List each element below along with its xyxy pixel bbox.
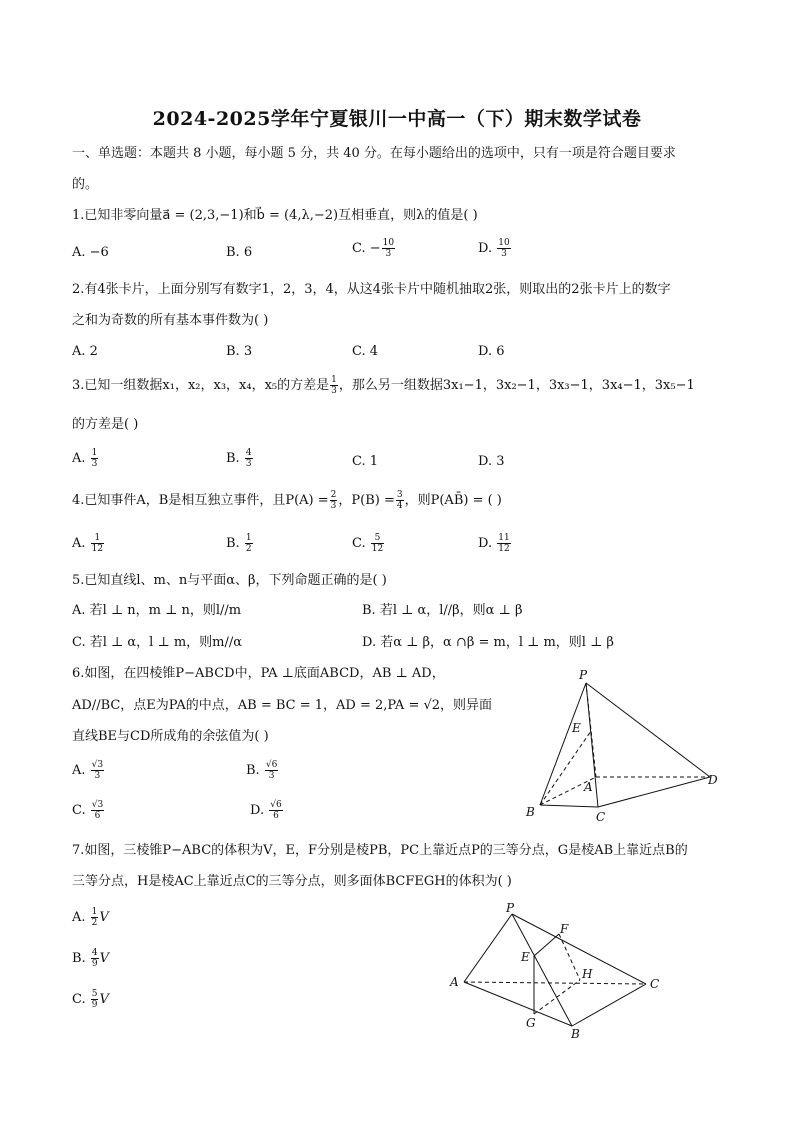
numerator: 1 [331,375,337,385]
denominator: 3 [331,386,337,396]
q4-option-a[interactable] [72,533,105,554]
q6-option-d-fraction [269,800,282,821]
q6-pyramid-figure [520,665,730,825]
q6-option-b-fraction [265,760,278,781]
label-a: A [450,975,459,989]
q3-option-b-fraction [245,448,253,469]
q7-option-b-fraction [91,948,99,969]
q6-option-a-fraction [91,760,104,781]
label-d: D [708,773,718,787]
denominator: 12 [371,544,384,554]
q3-option-d[interactable]: D. 3 [478,454,505,469]
numerator: 1 [91,448,98,458]
segment-ef [534,934,559,956]
q7-option-c-suffix: V [99,992,109,1007]
edge-bc [540,805,598,807]
q1-option-a[interactable]: A. −6 [72,245,109,260]
numerator: 1 [91,907,98,917]
q6-option-a[interactable] [72,760,105,781]
numerator: 1 [91,533,104,544]
q6-option-b[interactable] [246,760,279,781]
q4-option-a-prefix: A. [72,536,90,551]
q4-option-d[interactable] [478,533,512,554]
denominator: 3 [268,771,275,781]
numerator: 1 [245,533,252,543]
q6-option-d-prefix: D. [250,803,269,818]
q4-pa-fraction [330,490,338,511]
segment-fh [559,934,580,980]
q3-option-b-prefix: B. [226,451,244,466]
label-b: B [526,805,535,819]
q1-option-d-prefix: D. [478,241,497,256]
numerator: 2 [330,490,337,500]
q3-option-b[interactable] [226,448,254,469]
q6-option-b-prefix: B. [246,763,264,778]
q1-option-d[interactable] [478,238,512,259]
q2-option-b[interactable]: B. 3 [226,344,253,359]
denominator: 9 [91,959,98,969]
q3-option-c[interactable]: C. 1 [352,454,379,469]
denominator: 4 [396,501,403,511]
numerator: 3 [396,490,403,500]
page-title: 2024-2025学年宁夏银川一中高一（下）期末数学试卷 [152,108,642,130]
q3-stem-part1: 3.已知一组数据x₁，x₂，x₃，x₄，x₅的方差是 [72,378,330,393]
denominator: 2 [91,918,98,928]
q4-option-c-prefix: C. [352,536,370,551]
denominator: 3 [94,771,101,781]
denominator: 12 [498,544,510,554]
q5-option-c[interactable]: C. 若l ⊥ α，l ⊥ m，则m//α [72,635,243,650]
q5-option-d[interactable]: D. 若α ⊥ β，α ∩β = m，l ⊥ m，则l ⊥ β [362,635,614,650]
q6-option-c-fraction [91,800,104,821]
section-header-line1: 一、单选题：本题共 8 小题，每小题 5 分，共 40 分。在每小题给出的选项中，只有一项是符合题目要求 [72,146,676,161]
q4-option-a-fraction [91,533,104,554]
edge-ab [464,982,572,1026]
edge-bc [572,984,646,1026]
label-e: E [521,950,530,964]
numerator: √6 [270,800,282,810]
denominator: 3 [501,249,507,259]
label-g: G [526,1016,536,1030]
q7-option-b[interactable] [72,948,109,969]
q7-stem-line2: 三等分点，H是棱AC上靠近点C的三等分点，则多面体BCFEGH的体积为( ) [72,874,512,889]
q1-option-c-prefix: C. − [352,241,381,256]
q3-option-a[interactable] [72,448,99,469]
numerator: 5 [371,533,384,544]
numerator: √6 [265,760,278,770]
edge-pd [586,683,710,777]
numerator: 10 [382,238,395,248]
denominator: 2 [245,544,252,554]
edge-pb [540,683,586,805]
q3-option-a-prefix: A. [72,451,90,466]
q4-stem-part1: 4.已知事件A，B是相互独立事件，且P(A) = [72,493,329,508]
q7-option-b-prefix: B. [72,951,90,966]
q4-option-d-fraction [497,533,510,554]
edge-pa [464,914,512,982]
q5-stem: 5.已知直线l、m、n与平面α、β，下列命题正确的是( ) [72,573,387,588]
numerator: 10 [498,238,510,248]
label-c: C [650,977,660,991]
q7-option-b-suffix: V [99,951,109,966]
q7-option-a-suffix: V [99,910,109,925]
q7-option-c[interactable] [72,989,109,1010]
q3-stem-line1 [72,375,695,396]
q2-option-d[interactable]: D. 6 [478,344,505,359]
edge-cd [598,777,710,807]
label-p: P [579,668,588,682]
numerator: 5 [91,989,98,999]
numerator: 11 [498,533,510,543]
q1-option-d-fraction [497,238,510,259]
q4-option-c[interactable] [352,533,385,554]
q1-option-b[interactable]: B. 6 [226,245,253,260]
q4-option-c-fraction [371,533,384,554]
q5-option-b[interactable]: B. 若l ⊥ α，l//β，则α ⊥ β [362,603,523,618]
denominator: 3 [91,459,98,469]
q6-stem-line3: 直线BE与CD所成角的余弦值为( ) [72,729,269,744]
q6-stem-line1: 6.如图，在四棱锥P−ABCD中，PA ⊥底面ABCD，AB ⊥ AD， [72,666,445,681]
label-c: C [596,810,606,824]
edge-pc [512,914,646,984]
label-p: P [506,901,515,915]
q6-option-c-prefix: C. [72,803,90,818]
denominator: 6 [94,811,101,821]
q2-stem-line1: 2.有4张卡片，上面分别写有数字1，2，3，4，从这4张卡片中随机抽取2张，则取出的2张卡片上的数字 [72,282,671,297]
label-e: E [572,721,581,735]
denominator: 3 [330,501,337,511]
q4-option-b-fraction [245,533,253,554]
q4-option-b[interactable] [226,533,254,554]
denominator: 3 [245,459,252,469]
q1-option-c-fraction [382,238,395,259]
numerator: √3 [91,760,104,770]
q6-stem-line2: AD//BC，点E为PA的中点，AB = BC = 1，AD = 2,PA = √2，则异面 [72,698,493,713]
q1-option-c[interactable] [352,238,396,259]
denominator: 12 [91,544,104,554]
q7-option-a[interactable] [72,907,109,928]
numerator: 4 [245,448,252,458]
q7-tetrahedron-figure [440,900,670,1040]
numerator: 4 [91,948,98,958]
q3-stem-line2: 的方差是( ) [72,417,139,432]
q7-option-c-fraction [91,989,99,1010]
denominator: 3 [385,249,392,259]
q2-option-c[interactable]: C. 4 [352,344,379,359]
segment-gh [534,980,580,1014]
q3-stem-part2: ，那么另一组数据3x₁−1，3x₂−1，3x₃−1，3x₄−1，3x₅−1 [338,378,695,393]
q4-stem-part3: ，则P(AB̄) = ( ) [404,493,502,508]
q6-option-d[interactable] [250,800,284,821]
label-f: F [560,922,569,936]
q4-option-b-prefix: B. [226,536,244,551]
denominator: 6 [273,811,279,821]
section-header-line2: 的。 [72,177,99,192]
q5-option-a[interactable]: A. 若l ⊥ n，m ⊥ n，则l//m [72,603,242,618]
q7-stem-line1: 7.如图，三棱锥P−ABC的体积为V，E，F分别是棱PB，PC上靠近点P的三等分点，G是棱AB上靠近点B的 [72,843,688,858]
denominator: 9 [91,1000,98,1010]
label-h: H [582,967,593,981]
q2-option-a[interactable]: A. 2 [72,344,98,359]
numerator: √3 [91,800,104,810]
label-b: B [571,1027,580,1040]
q3-stem-fraction [330,375,338,396]
edge-ac [464,982,646,984]
q7-option-c-prefix: C. [72,992,90,1007]
q7-option-a-fraction [91,907,99,928]
q6-option-a-prefix: A. [72,763,90,778]
q2-stem-line2: 之和为奇数的所有基本事件数为( ) [72,313,269,328]
q4-pb-fraction [396,490,404,511]
q4-stem [72,490,502,511]
q7-option-a-prefix: A. [72,910,90,925]
q4-option-d-prefix: D. [478,536,497,551]
q1-stem: 1.已知非零向量a⃗ = (2,3,−1)和b⃗ = (4,λ,−2)互相垂直，则λ的值是( ) [72,208,478,223]
q6-option-c[interactable] [72,800,105,821]
q4-stem-part2: ，P(B) = [338,493,395,508]
label-a: A [584,780,593,794]
q3-option-a-fraction [91,448,99,469]
